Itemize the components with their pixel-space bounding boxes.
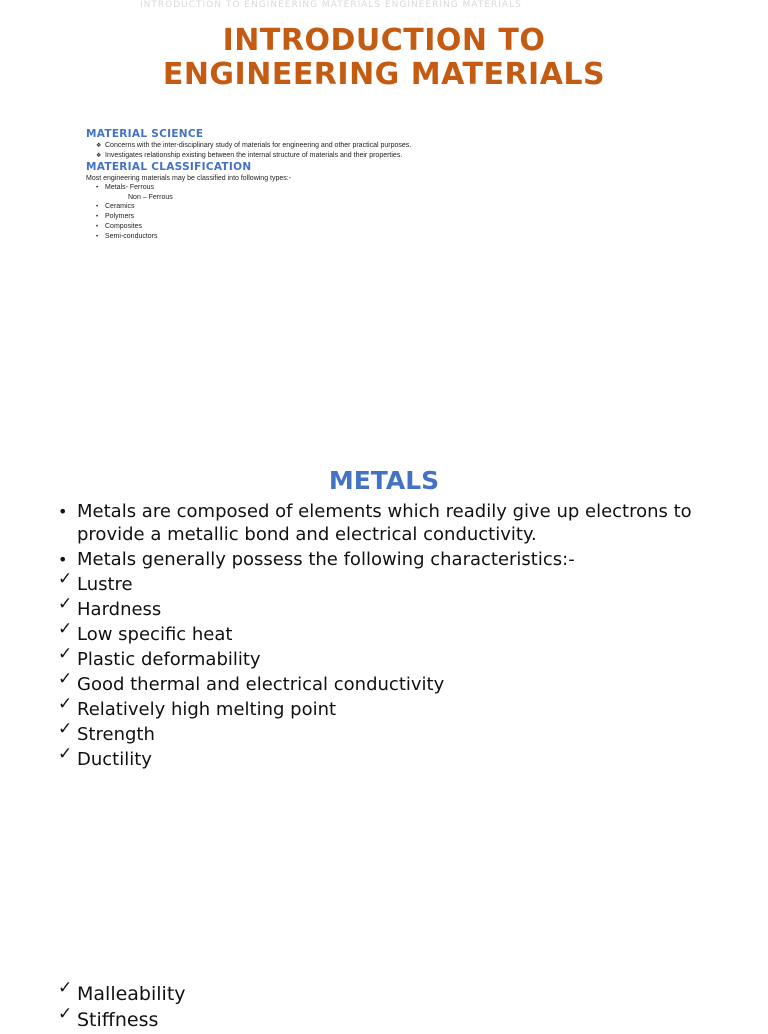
characteristic-item: ✓ Hardness	[58, 594, 162, 620]
characteristic-item: ✓ Stiffness	[58, 1004, 159, 1031]
check-icon: ✓	[58, 594, 73, 614]
slide-thumbnail	[86, 128, 566, 242]
intro-title-line1: INTRODUCTION TO	[222, 23, 546, 58]
bullet-icon: •	[58, 550, 68, 569]
metals-title: METALS	[328, 466, 440, 495]
diamond-bullet-icon: ❖	[96, 143, 102, 149]
dot-bullet-icon: •	[96, 234, 99, 240]
type-item: • Metals- Ferrous	[96, 184, 155, 191]
slide-metals-continued	[58, 978, 748, 1034]
slide-intro	[0, 0, 768, 440]
check-icon: ✓	[58, 669, 73, 689]
characteristic-item: ✓ Good thermal and electrical conductivity	[58, 669, 445, 695]
diamond-bullet-icon: ❖	[96, 153, 102, 159]
science-point: ❖ Concerns with the inter-disciplinary study of materials for engineering and other practical purposes.	[96, 142, 412, 149]
type-item: • Polymers	[96, 213, 135, 220]
check-icon: ✓	[58, 1004, 73, 1024]
dot-bullet-icon: •	[96, 224, 99, 230]
check-icon: ✓	[58, 694, 73, 714]
type-item-sub: Non – Ferrous	[128, 194, 173, 201]
dot-bullet-icon: •	[96, 214, 99, 220]
check-icon: ✓	[58, 569, 73, 589]
check-icon: ✓	[58, 619, 73, 639]
characteristic-item: ✓ Plastic deformability	[58, 644, 261, 670]
check-icon: ✓	[58, 978, 73, 998]
dot-bullet-icon: •	[96, 185, 99, 191]
type-item: • Semi-conductors	[96, 233, 158, 240]
bullet-item: • Metals are composed of elements which readily give up electrons to provide a metallic bond and electrical conductivity.	[58, 501, 692, 545]
type-item: • Ceramics	[96, 203, 135, 210]
intro-title-line2: ENGINEERING MATERIALS	[162, 57, 606, 92]
check-icon: ✓	[58, 744, 73, 764]
characteristic-item: ✓ Lustre	[58, 569, 133, 595]
type-item: • Composites	[96, 223, 142, 230]
faded-header-text: INTRODUCTION TO ENGINEERING MATERIALS ENGINEERING MATERIALS	[140, 0, 522, 10]
science-point: ❖ Investigates relationship existing between the internal structure of materials and their properties.	[96, 152, 403, 159]
material-science-heading: MATERIAL SCIENCE	[86, 128, 204, 140]
check-icon: ✓	[58, 644, 73, 664]
intro-title	[0, 24, 768, 92]
dot-bullet-icon: •	[96, 204, 99, 210]
check-icon: ✓	[58, 719, 73, 739]
characteristic-item: ✓ Low specific heat	[58, 619, 233, 645]
characteristic-item: ✓ Malleability	[58, 978, 186, 1005]
classification-intro: Most engineering materials may be classified into following types:-	[86, 175, 292, 182]
bullet-item: • Metals generally possess the following characteristics:-	[58, 549, 575, 570]
metals-list	[58, 500, 748, 773]
characteristic-item: ✓ Strength	[58, 719, 155, 745]
material-classification-heading: MATERIAL CLASSIFICATION	[86, 161, 252, 173]
characteristic-item: ✓ Ductility	[58, 744, 152, 770]
characteristic-item: ✓ Relatively high melting point	[58, 694, 337, 720]
bullet-icon: •	[58, 502, 68, 521]
